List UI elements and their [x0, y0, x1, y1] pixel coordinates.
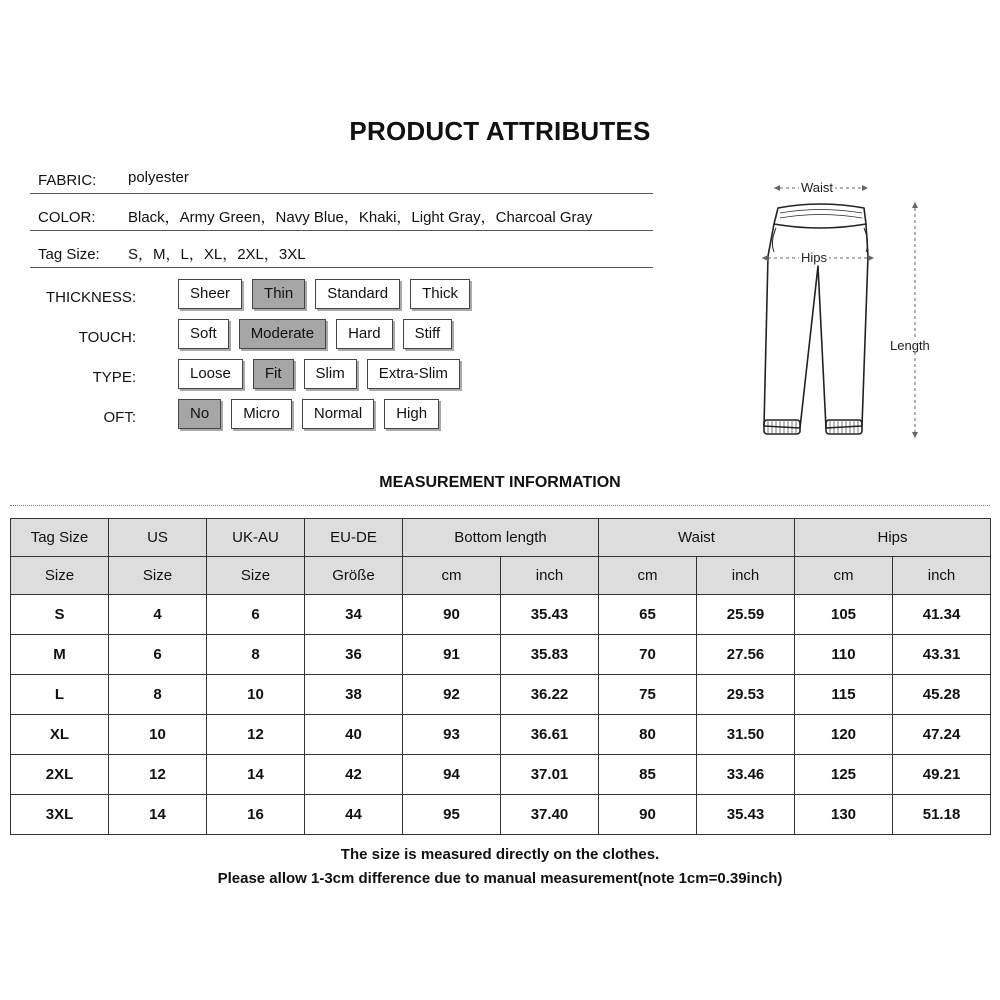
table-cell: 105	[795, 595, 893, 635]
table-cell: 90	[403, 595, 501, 635]
header-cell: cm	[403, 557, 501, 595]
table-row	[11, 715, 991, 755]
header-cell: inch	[893, 557, 991, 595]
attribute-label: COLOR:	[38, 209, 96, 226]
header-cell: Waist	[599, 519, 795, 557]
table-cell: 2XL	[11, 755, 109, 795]
hips-label: Hips	[801, 250, 828, 265]
table-cell: 41.34	[893, 595, 991, 635]
option-stiff: Stiff	[403, 319, 453, 349]
header-cell: inch	[501, 557, 599, 595]
option-label: OFT:	[103, 409, 136, 426]
table-cell: 33.46	[697, 755, 795, 795]
table-cell: 12	[109, 755, 207, 795]
table-cell: 35.43	[697, 795, 795, 835]
table-row	[11, 675, 991, 715]
length-label: Length	[890, 338, 930, 353]
option-label: TYPE:	[92, 369, 136, 386]
table-cell: 34	[305, 595, 403, 635]
table-cell: L	[11, 675, 109, 715]
header-cell: Hips	[795, 519, 991, 557]
table-cell: 38	[305, 675, 403, 715]
option-extra-slim: Extra-Slim	[367, 359, 460, 389]
table-cell: 49.21	[893, 755, 991, 795]
pants-diagram	[740, 176, 950, 446]
option-sheer: Sheer	[178, 279, 242, 309]
table-cell: 47.24	[893, 715, 991, 755]
option-thick: Thick	[410, 279, 470, 309]
header-cell: cm	[795, 557, 893, 595]
table-cell: 130	[795, 795, 893, 835]
table-cell: 94	[403, 755, 501, 795]
header-cell: Bottom length	[403, 519, 599, 557]
table-cell: XL	[11, 715, 109, 755]
option-soft: Soft	[178, 319, 229, 349]
option-label: TOUCH:	[78, 329, 136, 346]
table-cell: 14	[109, 795, 207, 835]
table-cell: 92	[403, 675, 501, 715]
note-line: Please allow 1-3cm difference due to manual measurement(note 1cm=0.39inch)	[217, 870, 783, 887]
header-cell: UK-AU	[207, 519, 305, 557]
option-standard: Standard	[315, 279, 400, 309]
header-cell: Größe	[305, 557, 403, 595]
attribute-row-tag-size	[30, 232, 653, 268]
attribute-value: Black，Army Green，Navy Blue，Khaki，Light Gray，Charcoal Gray	[128, 209, 593, 226]
attribute-row-fabric	[30, 158, 653, 194]
header-cell: Tag Size	[11, 519, 109, 557]
table-cell: 75	[599, 675, 697, 715]
measurement-title: MEASUREMENT INFORMATION	[379, 474, 621, 491]
table-cell: 3XL	[11, 795, 109, 835]
table-cell: 95	[403, 795, 501, 835]
option-loose: Loose	[178, 359, 243, 389]
pants-outline-icon	[740, 176, 950, 446]
table-cell: 120	[795, 715, 893, 755]
header-cell: Size	[207, 557, 305, 595]
attribute-label: Tag Size:	[38, 246, 100, 263]
table-cell: 27.56	[697, 635, 795, 675]
attribute-value: polyester	[128, 169, 189, 186]
table-row	[11, 635, 991, 675]
table-cell: 35.83	[501, 635, 599, 675]
table-cell: 45.28	[893, 675, 991, 715]
table-cell: 10	[207, 675, 305, 715]
table-cell: 6	[109, 635, 207, 675]
waist-label: Waist	[801, 180, 834, 195]
attribute-value: S，M，L，XL，2XL，3XL	[128, 246, 306, 263]
option-hard: Hard	[336, 319, 393, 349]
table-body	[11, 595, 991, 835]
table-cell: 29.53	[697, 675, 795, 715]
table-cell: 36	[305, 635, 403, 675]
header-cell: Size	[109, 557, 207, 595]
table-cell: 44	[305, 795, 403, 835]
table-cell: 4	[109, 595, 207, 635]
table-row	[11, 795, 991, 835]
header-cell: US	[109, 519, 207, 557]
option-thin: Thin	[252, 279, 305, 309]
table-subheader-row	[11, 557, 991, 595]
option-normal: Normal	[302, 399, 374, 429]
table-cell: S	[11, 595, 109, 635]
option-micro: Micro	[231, 399, 292, 429]
table-cell: 10	[109, 715, 207, 755]
table-cell: 51.18	[893, 795, 991, 835]
table-cell: 80	[599, 715, 697, 755]
table-cell: 36.61	[501, 715, 599, 755]
table-cell: 65	[599, 595, 697, 635]
table-row	[11, 595, 991, 635]
attribute-row-color	[30, 195, 653, 231]
table-cell: 40	[305, 715, 403, 755]
table-cell: 16	[207, 795, 305, 835]
measurement-table	[10, 518, 991, 835]
table-cell: 90	[599, 795, 697, 835]
table-cell: 70	[599, 635, 697, 675]
table-cell: 35.43	[501, 595, 599, 635]
table-cell: 43.31	[893, 635, 991, 675]
option-fit: Fit	[253, 359, 294, 389]
table-cell: 8	[109, 675, 207, 715]
option-slim: Slim	[304, 359, 357, 389]
table-row	[11, 755, 991, 795]
table-cell: 6	[207, 595, 305, 635]
note-line: The size is measured directly on the clothes.	[340, 846, 660, 863]
attribute-label: FABRIC:	[38, 172, 97, 189]
page-title: PRODUCT ATTRIBUTES	[349, 116, 651, 146]
table-cell: M	[11, 635, 109, 675]
table-cell: 12	[207, 715, 305, 755]
option-moderate: Moderate	[239, 319, 326, 349]
dotted-divider	[10, 505, 990, 506]
header-cell: inch	[697, 557, 795, 595]
option-high: High	[384, 399, 439, 429]
table-cell: 85	[599, 755, 697, 795]
table-cell: 36.22	[501, 675, 599, 715]
table-cell: 91	[403, 635, 501, 675]
table-cell: 8	[207, 635, 305, 675]
option-label: THICKNESS:	[45, 289, 136, 306]
header-cell: EU-DE	[305, 519, 403, 557]
table-cell: 110	[795, 635, 893, 675]
table-cell: 42	[305, 755, 403, 795]
header-cell: Size	[11, 557, 109, 595]
table-cell: 25.59	[697, 595, 795, 635]
header-cell: cm	[599, 557, 697, 595]
table-cell: 31.50	[697, 715, 795, 755]
table-cell: 37.01	[501, 755, 599, 795]
table-cell: 115	[795, 675, 893, 715]
table-cell: 37.40	[501, 795, 599, 835]
table-cell: 93	[403, 715, 501, 755]
table-header-row	[11, 519, 991, 557]
table-cell: 125	[795, 755, 893, 795]
option-no: No	[178, 399, 221, 429]
table-cell: 14	[207, 755, 305, 795]
